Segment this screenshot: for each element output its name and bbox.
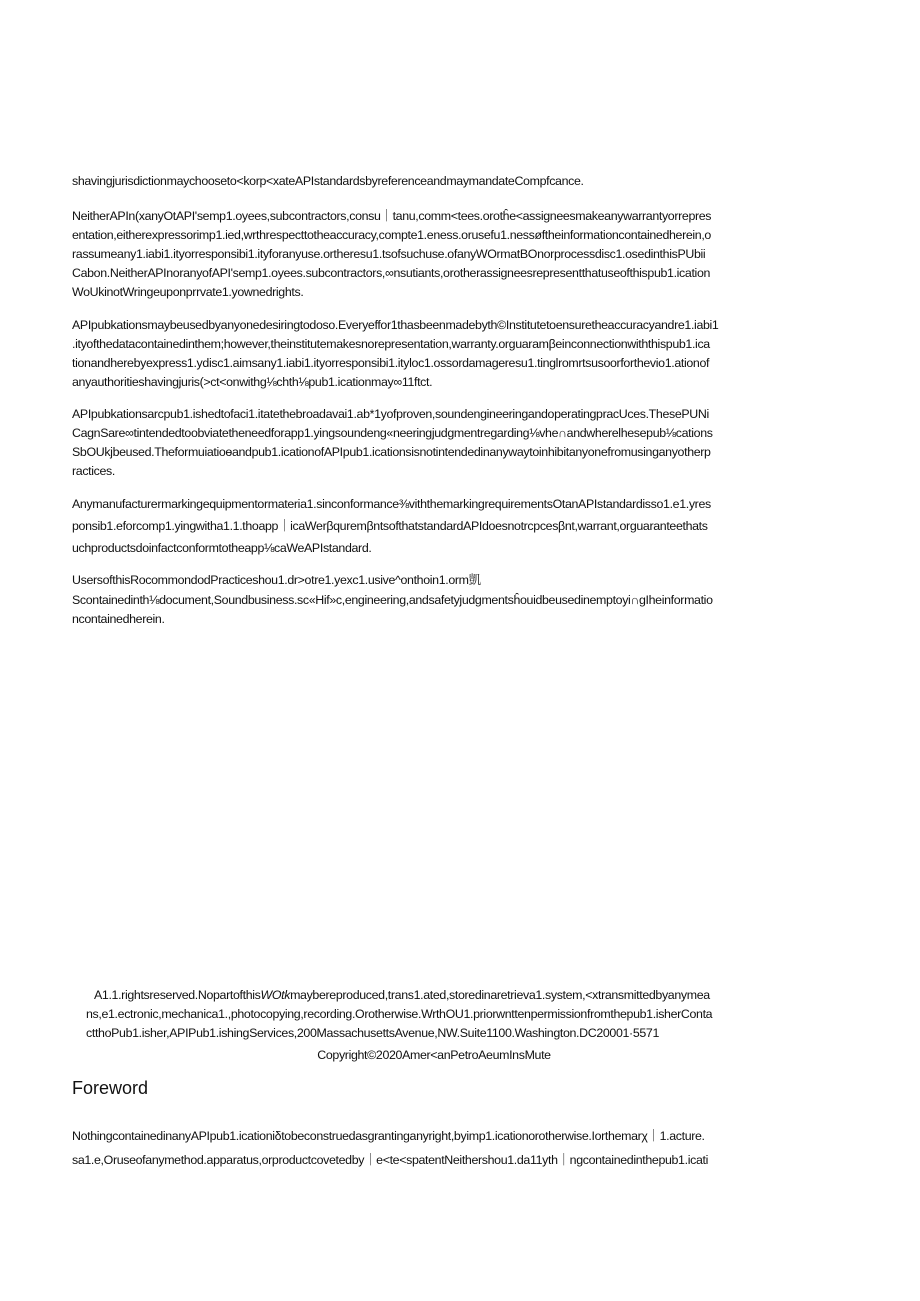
text-fragment: A1.1.rightsreserved.Nopartofthis <box>94 988 261 1002</box>
rights-reserved-notice <box>86 986 796 1043</box>
text-line: tionandherebyexpress1.ydisc1.aimsany1.iabi1.ityorresponsibi1.ityloc1.ossordamageresu1.tinglromrtsusoorforthevio1.ationof <box>72 356 710 370</box>
text-line: SbOUkjbeused.Theformuiatioɵandpub1.icationofAPIpub1.icationsisnotintendedinanywaytoinhibitanyonefromusinganyotherp <box>72 445 711 459</box>
warranty-disclaimer-paragraph <box>72 207 794 302</box>
foreword-paragraph <box>72 1124 794 1172</box>
text-line: entation,eitherexpressorimp1.ied,wrthrespecttotheaccuracy,compte1.eness.orusefu1.nessøftheinformationcontainedherein,o <box>72 228 711 242</box>
jurisdiction-paragraph <box>72 172 794 191</box>
liability-disclaimer-paragraph <box>72 316 794 392</box>
manufacturer-marking-paragraph <box>72 493 794 559</box>
text-line: ns,e1.ectronic,mechanica1.,photocopying,recording.Orotherwise.WrthOU1.priorwnttenpermissionfromthepub1.isherConta <box>86 1007 713 1021</box>
text-fragment: maybereproduced,trans1.ated,storedinaretrieva1.system,<xtransmittedbyanymea <box>290 988 710 1002</box>
text-fragment-italic: WOtk <box>260 988 291 1002</box>
text-line: ctthoPub1.isher,APIPub1.ishingServices,200MassachusettsAvenue,NW.Suite1100.Washington.DC20001·5571 <box>86 1026 659 1040</box>
text-line: WoUkinotWringeuponprrvate1.yownedrights. <box>72 285 304 299</box>
text-line: NothingcontainedinanyAPIpub1.icationiδtobeconstruedasgrantinganyright,byimp1.icationorotherwise.Iorthemarχ｜1.acture. <box>72 1129 705 1143</box>
text-line: CagnSare∞tintendedtoobviatetheneedforapp1.yingsoundeng«neeringjudgmentregarding⅛vhe∩andwherelhesepub⅛cations <box>72 426 713 440</box>
text-line: Cabon.NeitherAPInoranyofAPI'semp1.oyees.subcontractors,∞nsutiants,orotherassigneesrepresentthatuseofthispub1.ication <box>72 266 711 280</box>
text-line: .ityofthedatacontainedinthem;however,theinstitutemakesnorepresentation,warranty.orguaramβeinconnectionwiththispub1.ica <box>72 337 710 351</box>
text-line: shavingjurisdictionmaychooseto<korp<xateAPIstandardsbyreferenceandmaymandateCompfcance. <box>72 174 584 188</box>
text-line: ponsib1.eforcomp1.yingwitha1.1.thoapp｜icaWerβquremβntsofthatstandardAPIdoesnotrcpcesβnt,warrant,orguaranteethats <box>72 519 708 533</box>
text-line: uchproductsdoinfactconformtotheapp⅛caWeAPIstandard. <box>72 541 372 555</box>
text-line: APIpubkationsarcpub1.ishedtofaci1.itatethebroadavai1.ab*1yofproven,soundengineeringandoperatingpracUces.ThesePUNi <box>72 407 709 421</box>
text-line: rassumeany1.iabi1.ityorresponsibi1.ityforanyuse.ortheresu1.tsofsuchuse.ofanyWOrmatBOnorprocessdisc1.osedinthisPUbii <box>72 247 706 261</box>
users-guidance-paragraph <box>72 569 794 629</box>
text-line: ncontainedherein. <box>72 612 165 626</box>
copyright-line: Copyright©2020Amer<anPetroAeumInsMute <box>317 1048 551 1062</box>
foreword-heading: Foreword <box>72 1078 149 1098</box>
text-line <box>86 986 796 1005</box>
text-line: anyauthoritieshavingjuris(>ct<onwithg⅛chth⅛pub1.icationmay∞11ftct. <box>72 375 433 389</box>
text-line: sa1.e,Oruseofanymethod.apparatus,orproductcovetedby｜e<te<spatentNeithershou1.da11yth｜ngcontainedinthepub1.icati <box>72 1153 708 1167</box>
text-line: NeitherAPIn(xanyOtAPI'semp1.oyees,subcontractors,consu｜tanu,comm<tees.orotĥe<assigneesmakeanywarrantyorrepres <box>72 209 712 223</box>
text-line: ractices. <box>72 464 115 478</box>
text-line: Scontainedinth⅛document,Soundbusiness.sc«Hif»c,engineering,andsafetyjudgmentsĥouidbeusedinemptoyi∩gIheinformatio <box>72 593 713 607</box>
text-line: APIpubkationsmaybeusedbyanyonedesiringtodoso.Everyeffor1thasbeenmadebyth©Institutetoensuretheaccuracyandre1.iabi1 <box>72 318 719 332</box>
publication-purpose-paragraph <box>72 405 794 481</box>
text-line: UsersofthisRocommondodPracticeshou1.dr>otre1.yexc1.usive^onthoin1.orm凱 <box>72 573 481 587</box>
text-line: Anymanufacturermarkingequipmentormateria1.sinconformance⅜viththemarkingrequirementsOtanAPIstandardisso1.e1.yres <box>72 497 711 511</box>
